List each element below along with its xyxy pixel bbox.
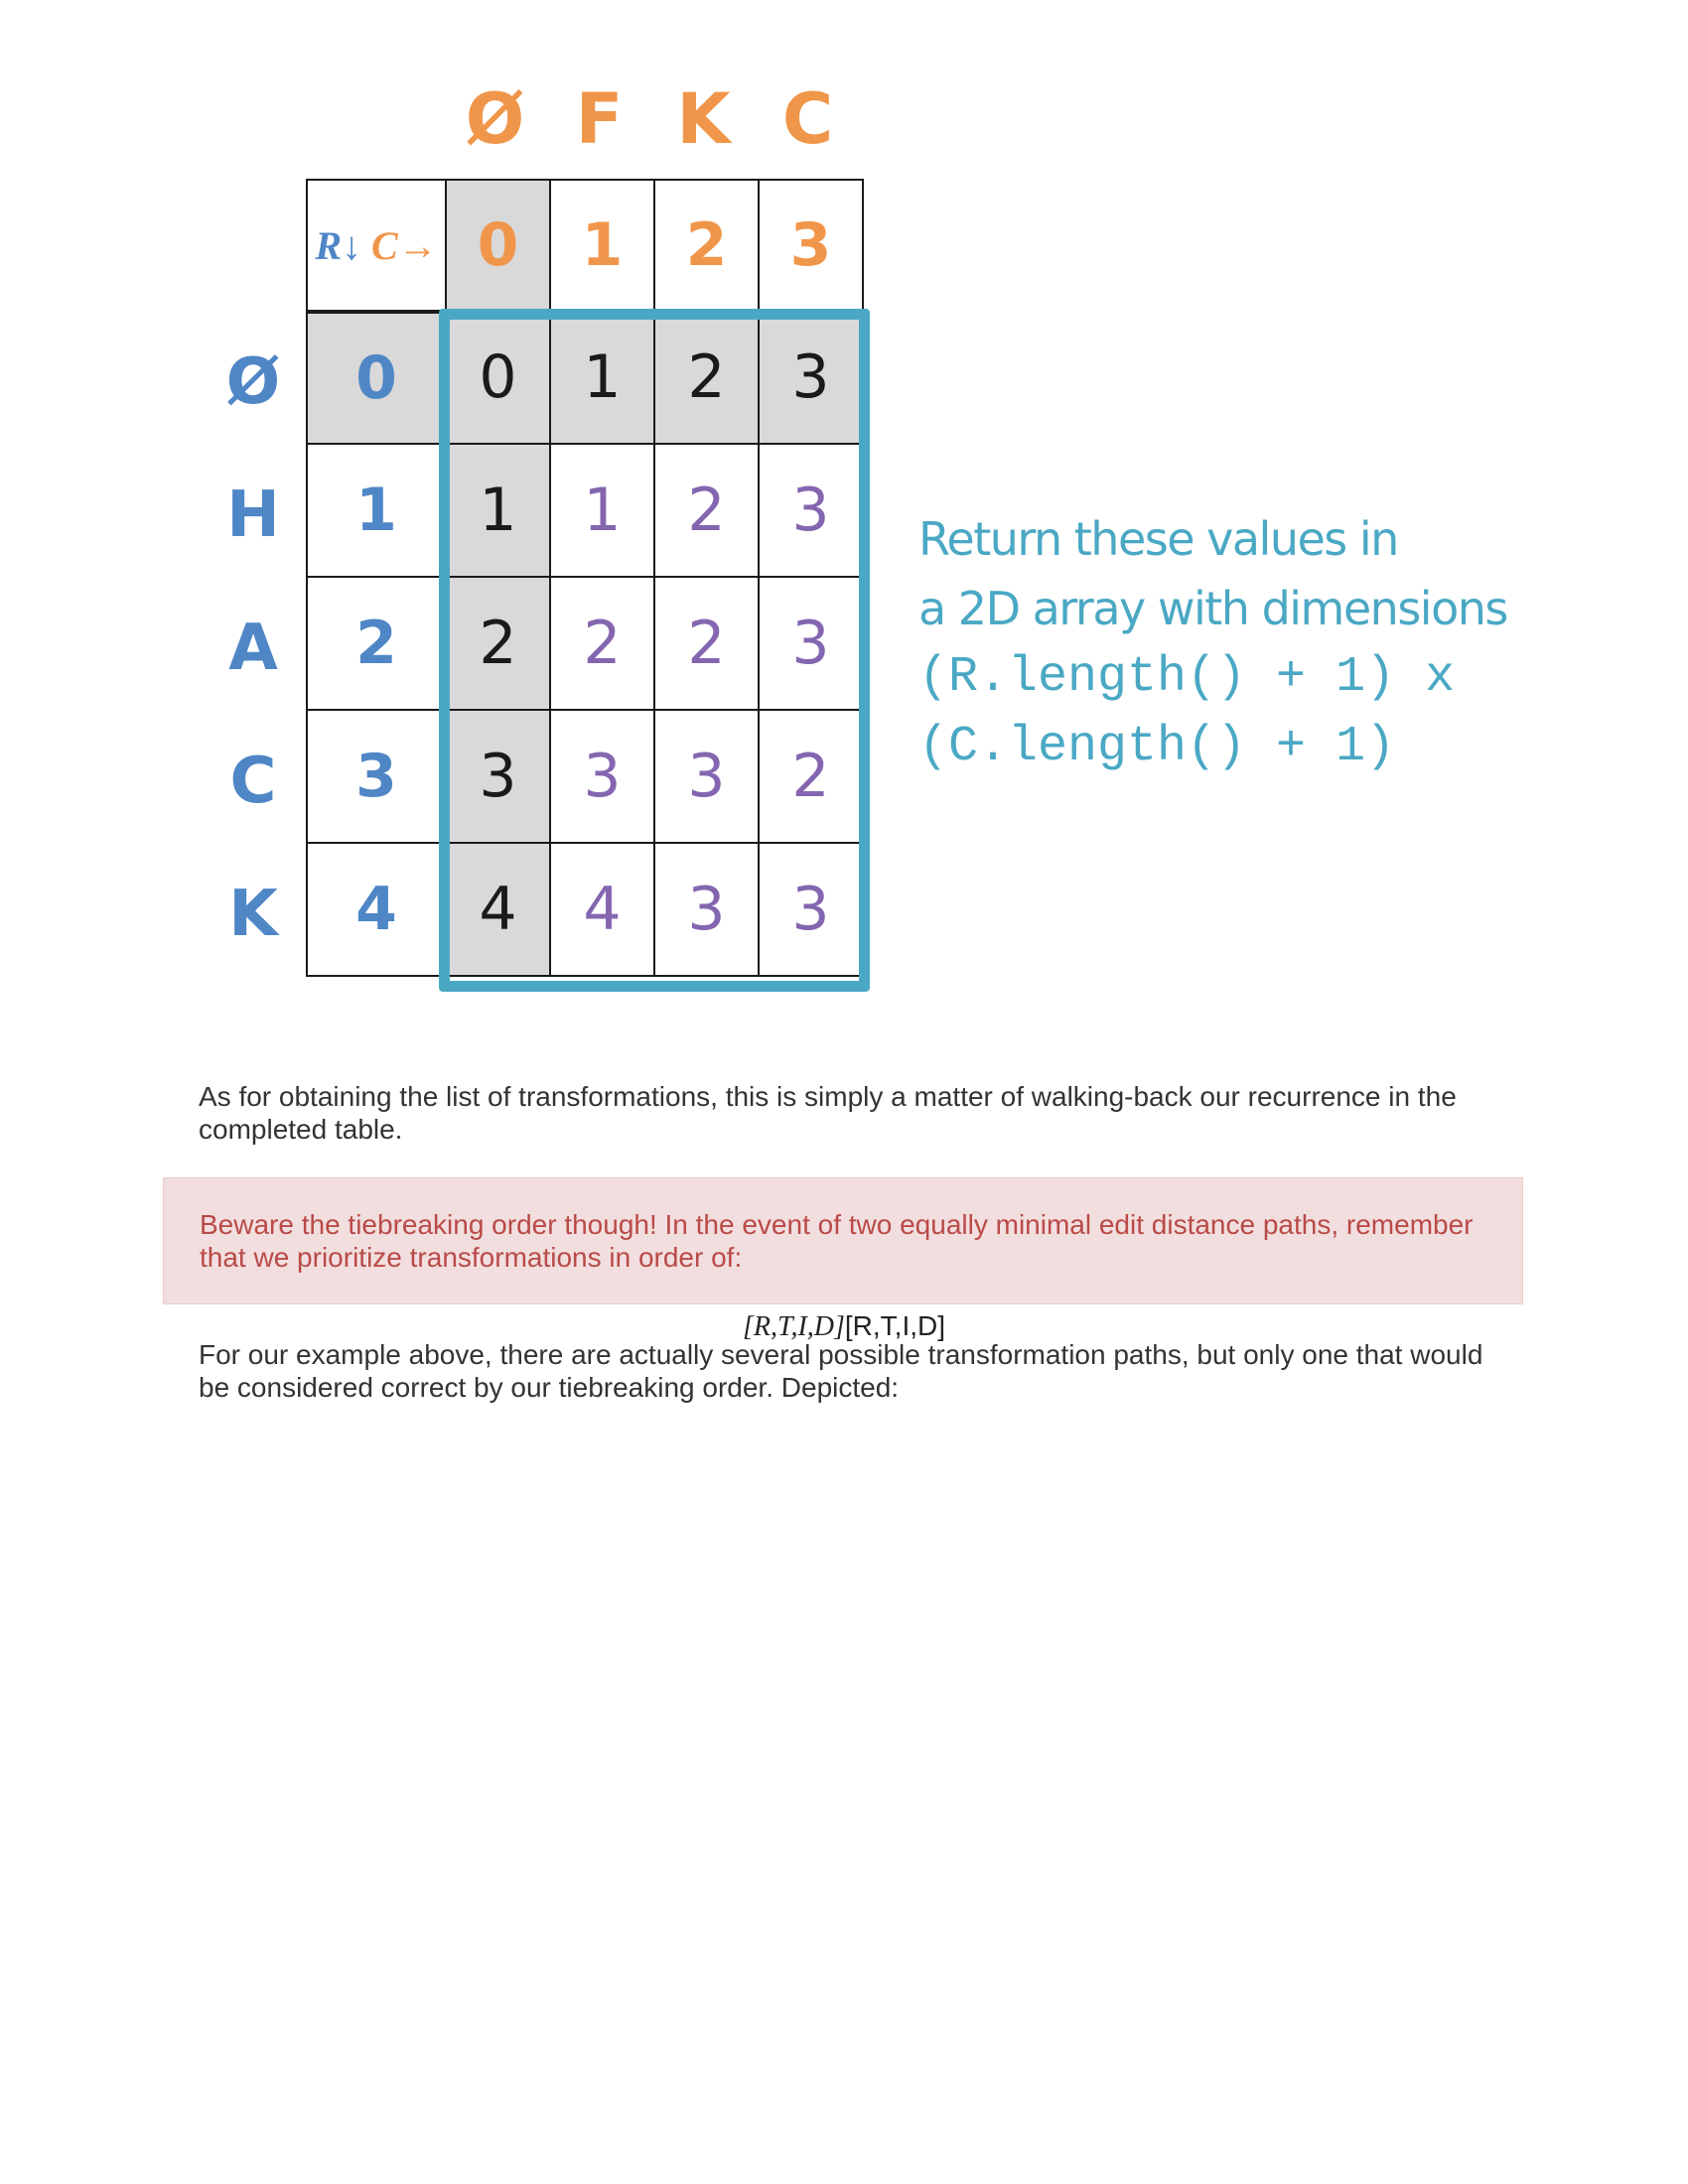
value-cell: 3 — [653, 842, 760, 977]
corner-cell — [306, 179, 447, 312]
value-cell: 3 — [653, 709, 760, 844]
annotation-code-line: (C.length() + 1) — [918, 719, 1396, 775]
column-letter: Ø — [465, 78, 525, 160]
annotation-code-line: (R.length() + 1) x — [918, 649, 1456, 706]
row-letter: H — [226, 478, 280, 552]
value-cell: 3 — [758, 842, 864, 977]
column-index-cell: 2 — [653, 179, 760, 312]
row-index-cell: 2 — [306, 576, 447, 711]
annotation-line: a 2D array with dimensions — [918, 582, 1507, 635]
column-letter: F — [575, 78, 624, 160]
row-letter: K — [228, 878, 278, 951]
value-cell: 1 — [445, 443, 551, 578]
math-rendered: [R,T,I,D] — [742, 1311, 845, 1342]
value-cell: 2 — [653, 576, 760, 711]
row-index-cell: 4 — [306, 842, 447, 977]
value-cell: 3 — [758, 443, 864, 578]
annotation-line: Return these values in — [918, 512, 1398, 566]
row-index-cell: 1 — [306, 443, 447, 578]
value-cell: 1 — [549, 310, 655, 445]
value-cell: 2 — [445, 576, 551, 711]
column-index-cell: 0 — [445, 179, 551, 312]
callout-text: Beware the tiebreaking order though! In the event of two equally minimal edit distance paths, remember that we prioritize transformations in order of: — [200, 1209, 1474, 1273]
value-cell: 3 — [758, 576, 864, 711]
value-cell: 4 — [445, 842, 551, 977]
value-cell: 2 — [549, 576, 655, 711]
warning-callout — [163, 1177, 1523, 1304]
row-index-cell: 3 — [306, 709, 447, 844]
row-letter: Ø — [225, 345, 281, 419]
column-index-cell: 1 — [549, 179, 655, 312]
value-cell: 1 — [549, 443, 655, 578]
corner-label: R↓ C→ — [315, 222, 438, 268]
value-cell: 3 — [549, 709, 655, 844]
value-cell: 0 — [445, 310, 551, 445]
paragraph: As for obtaining the list of transformations, this is simply a matter of walking-back our recurrence in the completed table. — [199, 1081, 1457, 1145]
value-cell: 3 — [445, 709, 551, 844]
value-cell: 3 — [758, 310, 864, 445]
value-cell: 2 — [653, 443, 760, 578]
value-cell: 2 — [653, 310, 760, 445]
column-letter: K — [676, 78, 731, 160]
row-letter: C — [229, 745, 277, 818]
figure-annotation — [918, 504, 1507, 782]
column-index-cell: 3 — [758, 179, 864, 312]
row-index-cell: 0 — [306, 310, 447, 445]
math-plain: [R,T,I,D] — [844, 1310, 946, 1341]
row-letter: A — [228, 612, 278, 685]
value-cell: 4 — [549, 842, 655, 977]
paragraph: For our example above, there are actually several possible transformation paths, but only one that would be considered correct by our tiebreaking order. Depicted: — [199, 1339, 1483, 1403]
value-cell: 2 — [758, 709, 864, 844]
column-letter: C — [781, 78, 834, 160]
